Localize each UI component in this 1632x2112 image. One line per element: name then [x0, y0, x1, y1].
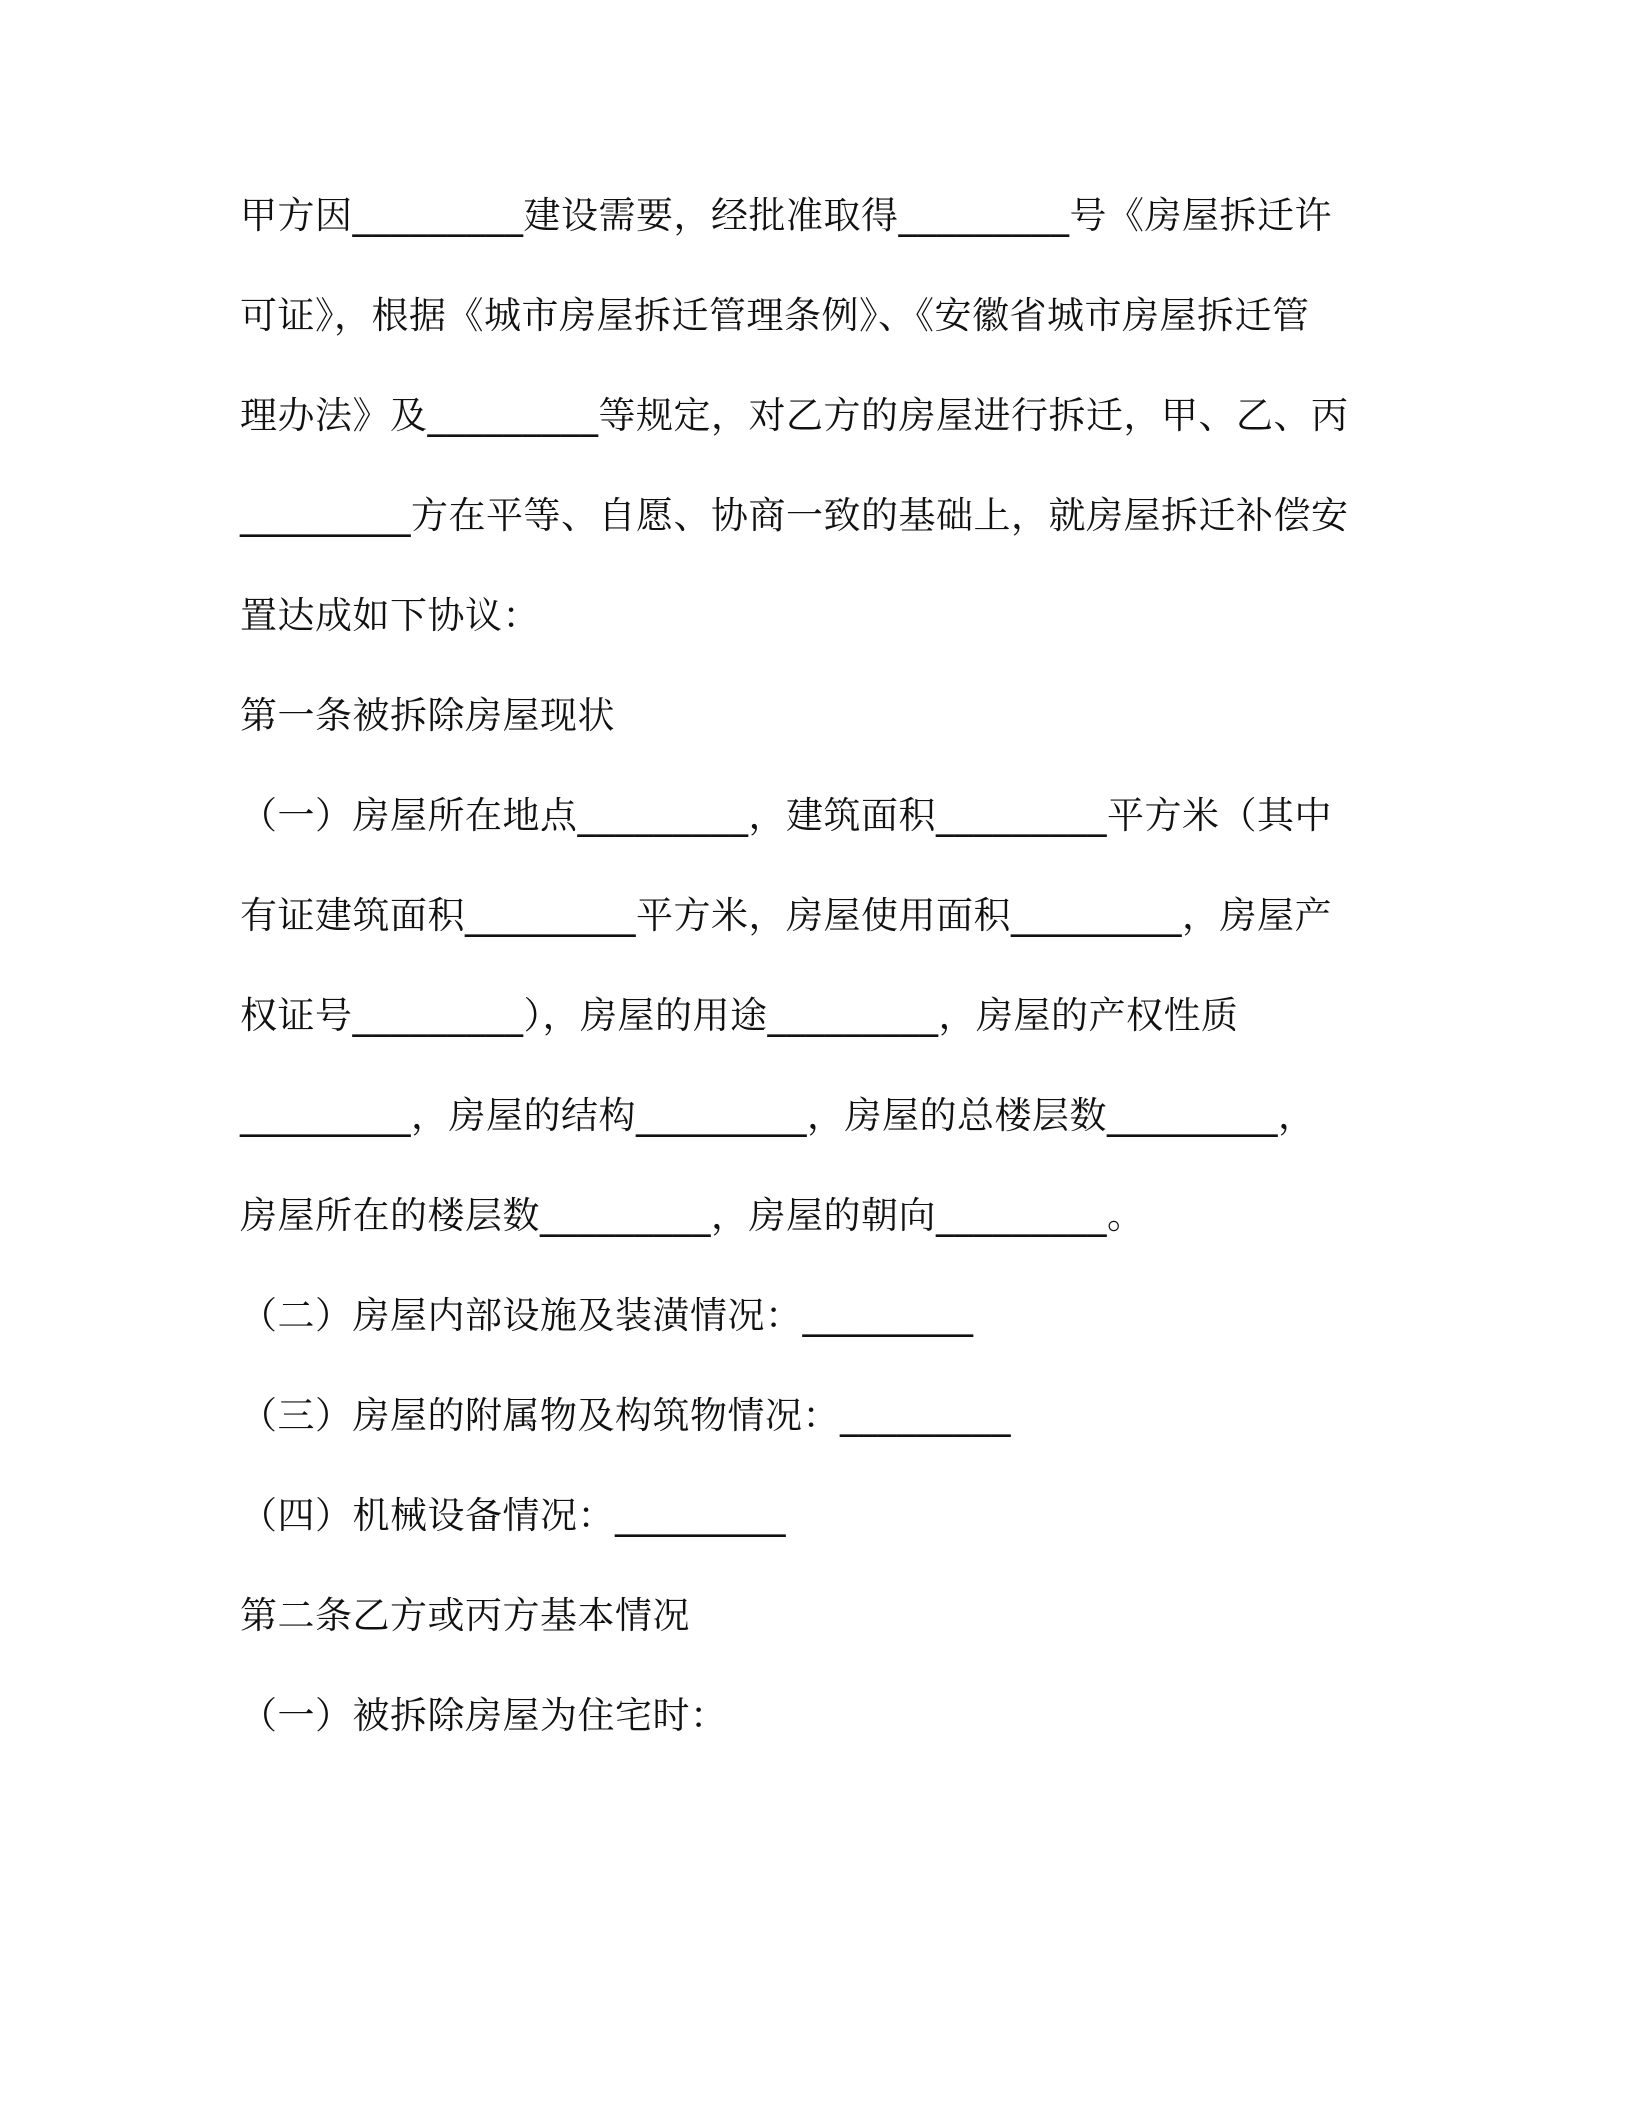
- paragraph-line-9: _________，房屋的结构_________，房屋的总楼层数_________，: [240, 1094, 1316, 1137]
- paragraph-line-13: （四）机械设备情况：_________: [240, 1494, 786, 1537]
- paragraph-line-11: （二）房屋内部设施及装潢情况：_________: [240, 1294, 974, 1337]
- section-heading-2: 第二条乙方或丙方基本情况: [240, 1594, 690, 1637]
- paragraph-line-7: 有证建筑面积_________平方米，房屋使用面积_________，房屋产: [240, 894, 1332, 937]
- paragraph-line-6: （一）房屋所在地点_________，建筑面积_________平方米（其中: [240, 794, 1332, 837]
- paragraph-line-12: （三）房屋的附属物及构筑物情况：_________: [240, 1394, 1011, 1437]
- paragraph-line-10: 房屋所在的楼层数_________，房屋的朝向_________。: [240, 1194, 1145, 1237]
- paragraph-line-5: 置达成如下协议：: [240, 594, 540, 637]
- paragraph-line-3: 理办法》及_________等规定，对乙方的房屋进行拆迁，甲、乙、丙: [240, 394, 1349, 437]
- paragraph-line-8: 权证号_________），房屋的用途_________，房屋的产权性质: [240, 994, 1239, 1037]
- section-heading-1: 第一条被拆除房屋现状: [240, 694, 615, 737]
- paragraph-line-4: _________方在平等、自愿、协商一致的基础上，就房屋拆迁补偿安: [240, 494, 1349, 537]
- paragraph-line-1: 甲方因_________建设需要，经批准取得_________号《房屋拆迁许: [240, 194, 1332, 237]
- paragraph-line-14: （一）被拆除房屋为住宅时：: [240, 1694, 728, 1737]
- paragraph-line-2: 可证》，根据《城市房屋拆迁管理条例》、《安徽省城市房屋拆迁管: [240, 294, 1310, 337]
